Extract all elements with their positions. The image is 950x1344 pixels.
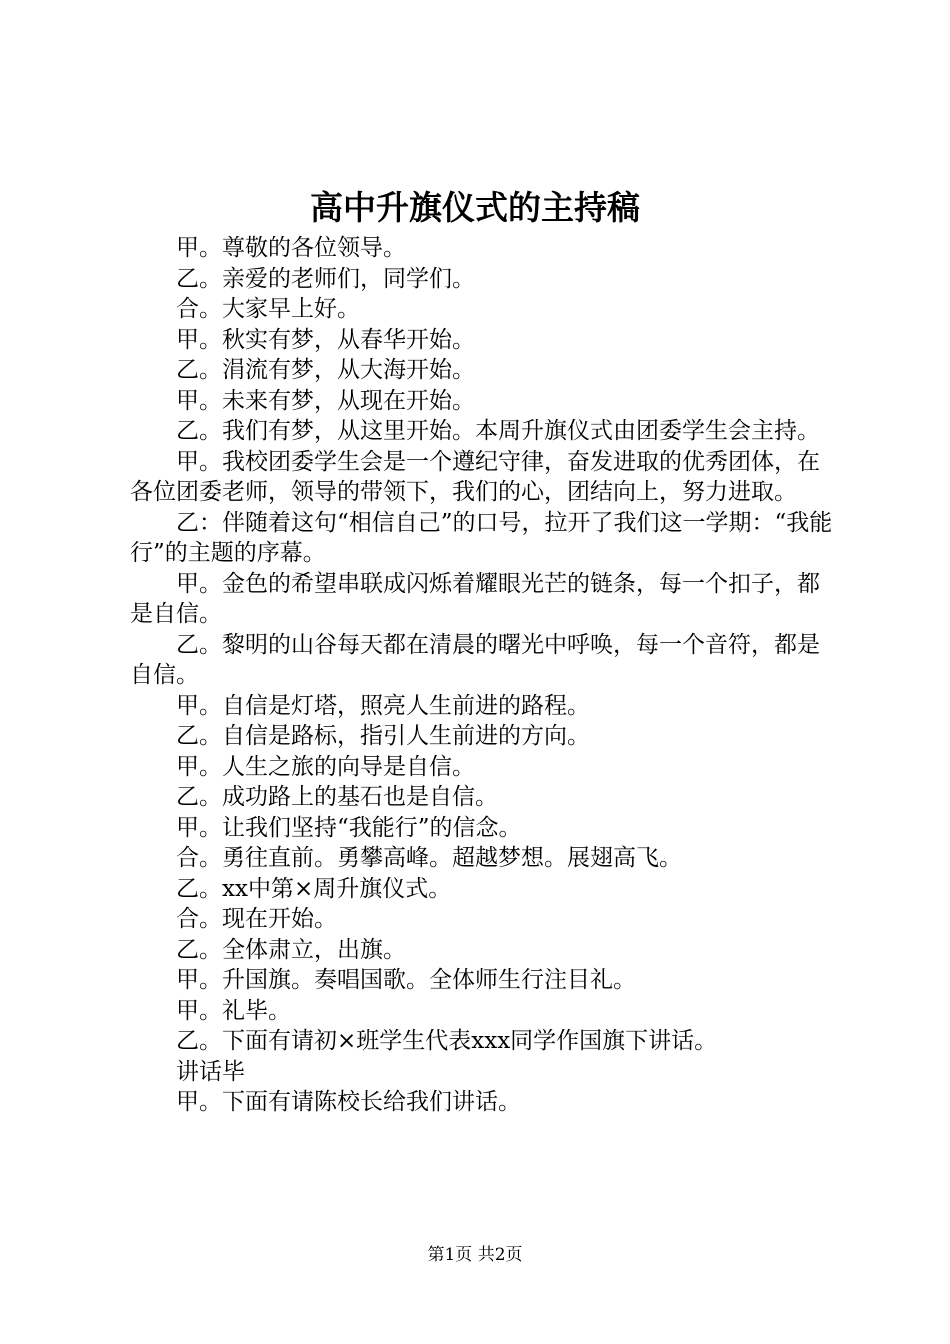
paragraph: 乙。成功路上的基石也是自信。 bbox=[176, 784, 498, 810]
paragraph: 甲。升国旗。奏唱国歌。全体师生行注目礼。 bbox=[176, 967, 636, 993]
paragraph: 乙。我们有梦，从这里开始。本周升旗仪式由团委学生会主持。 bbox=[176, 418, 820, 444]
paragraph: 甲。尊敬的各位领导。 bbox=[176, 235, 406, 261]
paragraph: 乙：伴随着这句“相信自己”的口号，拉开了我们这一学期：“我能行”的主题的序幕。 bbox=[130, 509, 833, 566]
paragraph: 甲。未来有梦，从现在开始。 bbox=[176, 387, 475, 414]
paragraph: 乙。黎明的山谷每天都在清晨的曙光中呼唤，每一个音符，都是自信。 bbox=[130, 631, 820, 688]
paragraph: 甲。让我们坚持“我能行”的信念。 bbox=[176, 814, 522, 841]
paragraph: 乙。自信是路标，指引人生前进的方向。 bbox=[176, 723, 590, 749]
paragraph: 甲。礼毕。 bbox=[176, 997, 291, 1024]
paragraph: 乙。涓流有梦，从大海开始。 bbox=[176, 357, 475, 383]
paragraph: 乙。亲爱的老师们，同学们。 bbox=[176, 265, 475, 292]
page-footer: 第1页 共2页 bbox=[427, 1245, 523, 1265]
page-title: 高中升旗仪式的主持稿 bbox=[310, 188, 640, 227]
paragraph: 甲。金色的希望串联成闪烁着耀眼光芒的链条，每一个扣子，都是自信。 bbox=[130, 570, 820, 627]
paragraph: 乙。xx中第×周升旗仪式。 bbox=[176, 875, 452, 902]
paragraph: 甲。下面有请陈校长给我们讲话。 bbox=[176, 1089, 521, 1115]
document-body bbox=[130, 233, 838, 1118]
paragraph: 甲。秋实有梦，从春华开始。 bbox=[176, 326, 475, 353]
paragraph: 合。大家早上好。 bbox=[176, 296, 360, 322]
paragraph: 合。勇往直前。勇攀高峰。超越梦想。展翅高飞。 bbox=[176, 845, 682, 871]
paragraph: 讲话毕 bbox=[176, 1058, 245, 1085]
paragraph: 甲。自信是灯塔，照亮人生前进的路程。 bbox=[176, 692, 590, 719]
paragraph: 乙。下面有请初×班学生代表xxx同学作国旗下讲话。 bbox=[176, 1028, 718, 1054]
paragraph: 甲。人生之旅的向导是自信。 bbox=[176, 753, 475, 780]
paragraph: 乙。全体肃立，出旗。 bbox=[176, 936, 406, 963]
paragraph: 甲。我校团委学生会是一个遵纪守律，奋发进取的优秀团体，在各位团委老师，领导的带领下，我们的心，团结向上，努力进取。 bbox=[130, 448, 820, 505]
paragraph: 合。现在开始。 bbox=[176, 906, 337, 932]
